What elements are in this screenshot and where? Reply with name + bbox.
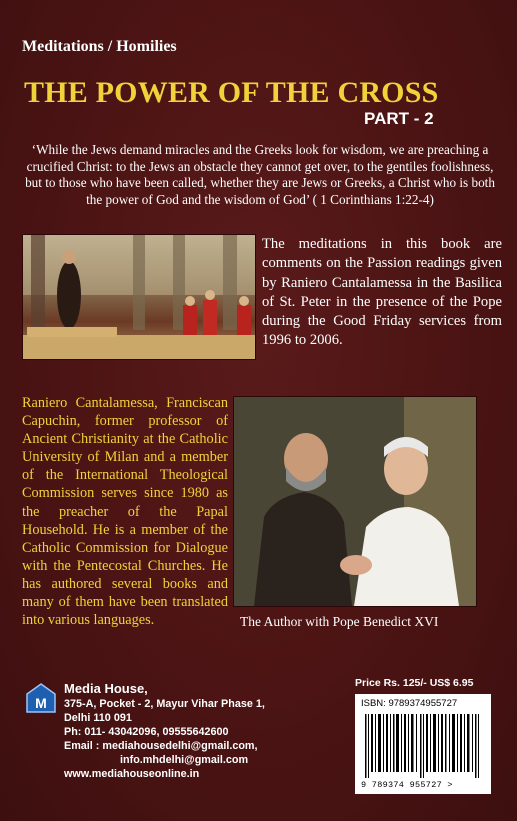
barcode-panel	[355, 694, 491, 794]
isbn-label: ISBN: 9789374955727	[361, 698, 458, 709]
publisher-address-2: Delhi 110 091	[64, 712, 132, 724]
publisher-email-1: Email : mediahousedelhi@gmail.com,	[64, 740, 258, 752]
publisher-address-1: 375-A, Pocket - 2, Mayur Vihar Phase 1,	[64, 698, 265, 710]
publisher-name: Media House,	[64, 681, 148, 696]
publisher-email-2: info.mhdelhi@gmail.com	[120, 754, 249, 766]
book-title: THE POWER OF THE CROSS	[24, 76, 439, 109]
series-label: Meditations / Homilies	[22, 38, 177, 55]
book-description: The meditations in this book are comments on the Passion readings given by Raniero Cantalamessa in the Basilica of St. Peter in the presence of the Pope during the Good Friday services from 1996 to 2006.	[262, 236, 502, 349]
barcode-number: 9 789374 955727 >	[361, 780, 453, 790]
author-bio: Raniero Cantalamessa, Franciscan Capuchin, former professor of Ancient Christianity at the Catholic University of Milan and a member of the International Theological Commission serves since 1980 as the preacher of the Papal Household. He is a member of the Catholic Commission for Dialogue with the Pentecostal Churches. He has authored several books and many of them have been translated into various languages.	[22, 395, 228, 629]
price-label: Price Rs. 125/- US$ 6.95	[355, 677, 474, 689]
basilica-photo	[22, 234, 256, 360]
photo-caption: The Author with Pope Benedict XVI	[240, 614, 439, 629]
svg-text:M: M	[35, 695, 47, 711]
barcode-icon	[365, 714, 481, 778]
part-label: PART - 2	[364, 109, 434, 128]
scripture-quote: ‘While the Jews demand miracles and the Greeks look for wisdom, we are preaching a crucified Christ: to the Jews an obstacle they cannot get over, to the gentiles foolishness, but to those who have been called, whether they are Jews or Greeks, a Christ who is both the power of God and the wisdom of God’ ( 1 Corinthians 1:22-4)	[25, 142, 495, 207]
media-house-logo	[24, 682, 58, 716]
author-with-pope-photo	[233, 396, 477, 607]
publisher-website: www.mediahouseonline.in	[64, 768, 200, 780]
publisher-phone: Ph: 011- 43042096, 09555642600	[64, 726, 229, 738]
publisher-info	[64, 680, 294, 781]
